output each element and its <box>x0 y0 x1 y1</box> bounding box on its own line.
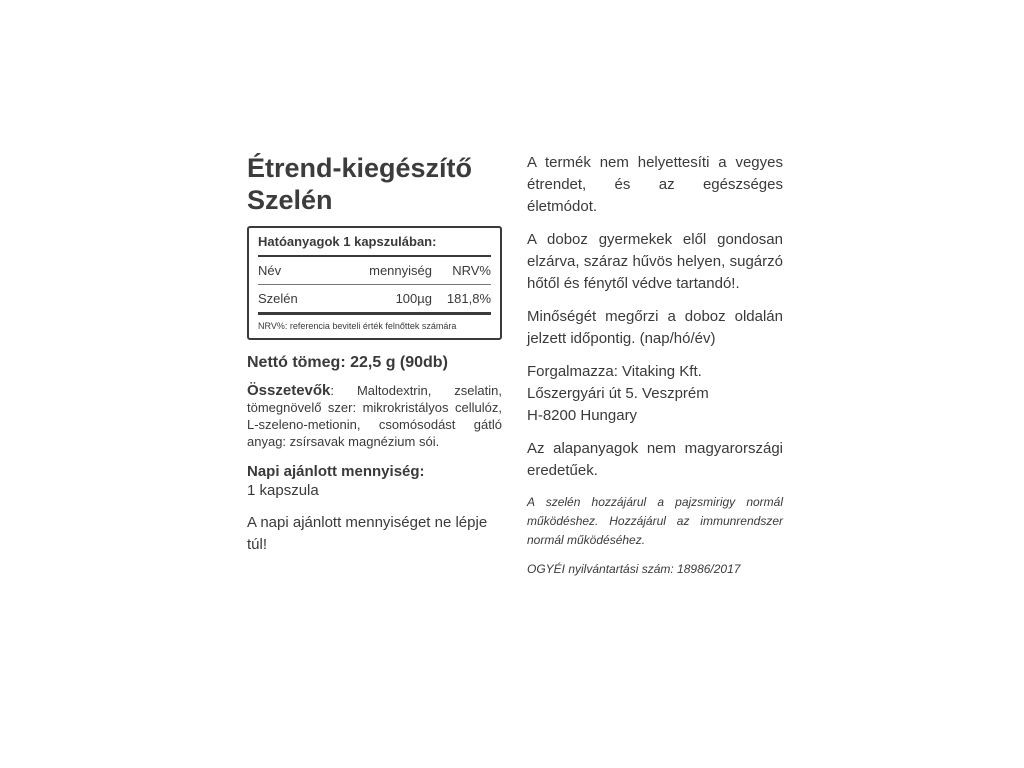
right-column <box>527 152 783 588</box>
dose-warning: A napi ajánlott mennyiséget ne lépje túl! <box>247 514 488 553</box>
distributor-line-2: Lőszergyári út 5. Veszprém <box>527 385 709 402</box>
cell-amount: 100µg <box>395 291 432 306</box>
storage-instructions: A doboz gyermekek elől gondosan elzárva, száraz hűvös helyen, sugárzó hőtől és fénytől védve tartandó!. <box>527 231 783 292</box>
title-line-2: Szelén <box>247 185 333 215</box>
distributor-line-1: Forgalmazza: Vitaking Kft. <box>527 363 702 380</box>
daily-dose-value: 1 kapszula <box>247 482 319 499</box>
column-header-nrv: NRV% <box>452 263 491 278</box>
best-before-note: Minőségét megőrzi a doboz oldalán jelzett időpontig. (nap/hó/év) <box>527 308 783 347</box>
table-row <box>258 285 491 315</box>
cell-nrv: 181,8% <box>446 291 491 306</box>
health-claim: A szelén hozzájárul a pajzsmirigy normál működéshez. Hozzájárul az immunrendszer normál működéséhez. <box>527 495 783 547</box>
registration-number: OGYÉI nyilvántartási szám: 18986/2017 <box>527 562 741 576</box>
nutrition-table-header-row <box>258 257 491 285</box>
nutrition-table <box>247 226 502 340</box>
nutrition-table-heading: Hatóanyagok 1 kapszulában: <box>258 234 491 257</box>
distributor-line-3: H-8200 Hungary <box>527 407 638 424</box>
left-column <box>247 152 502 556</box>
title-line-1: Étrend-kiegészítő <box>247 153 473 183</box>
ingredients <box>247 382 502 450</box>
nrv-footnote: NRV%: referencia beviteli érték felnőttek számára <box>258 321 457 331</box>
product-title <box>247 152 502 216</box>
diet-disclaimer: A termék nem helyettesíti a vegyes étrendet, és az egészséges életmódot. <box>527 154 783 215</box>
column-header-amount: mennyiség <box>369 263 432 278</box>
ingredients-text: : Maltodextrin, zselatin, tömegnövelő szer: mikrokristályos cellulóz, L-szeleno-metionin, csomósodást gátló anyag: zsírsavak magnézium sói. <box>247 383 502 449</box>
net-weight: Nettó tömeg: 22,5 g (90db) <box>247 354 448 371</box>
column-header-name: Név <box>258 263 282 278</box>
cell-name: Szelén <box>258 291 298 306</box>
origin-note: Az alapanyagok nem magyarországi eredetűek. <box>527 440 783 479</box>
ingredients-label: Összetevők <box>247 382 331 399</box>
distributor <box>527 361 783 427</box>
daily-dose-title: Napi ajánlott mennyiség: <box>247 463 425 480</box>
